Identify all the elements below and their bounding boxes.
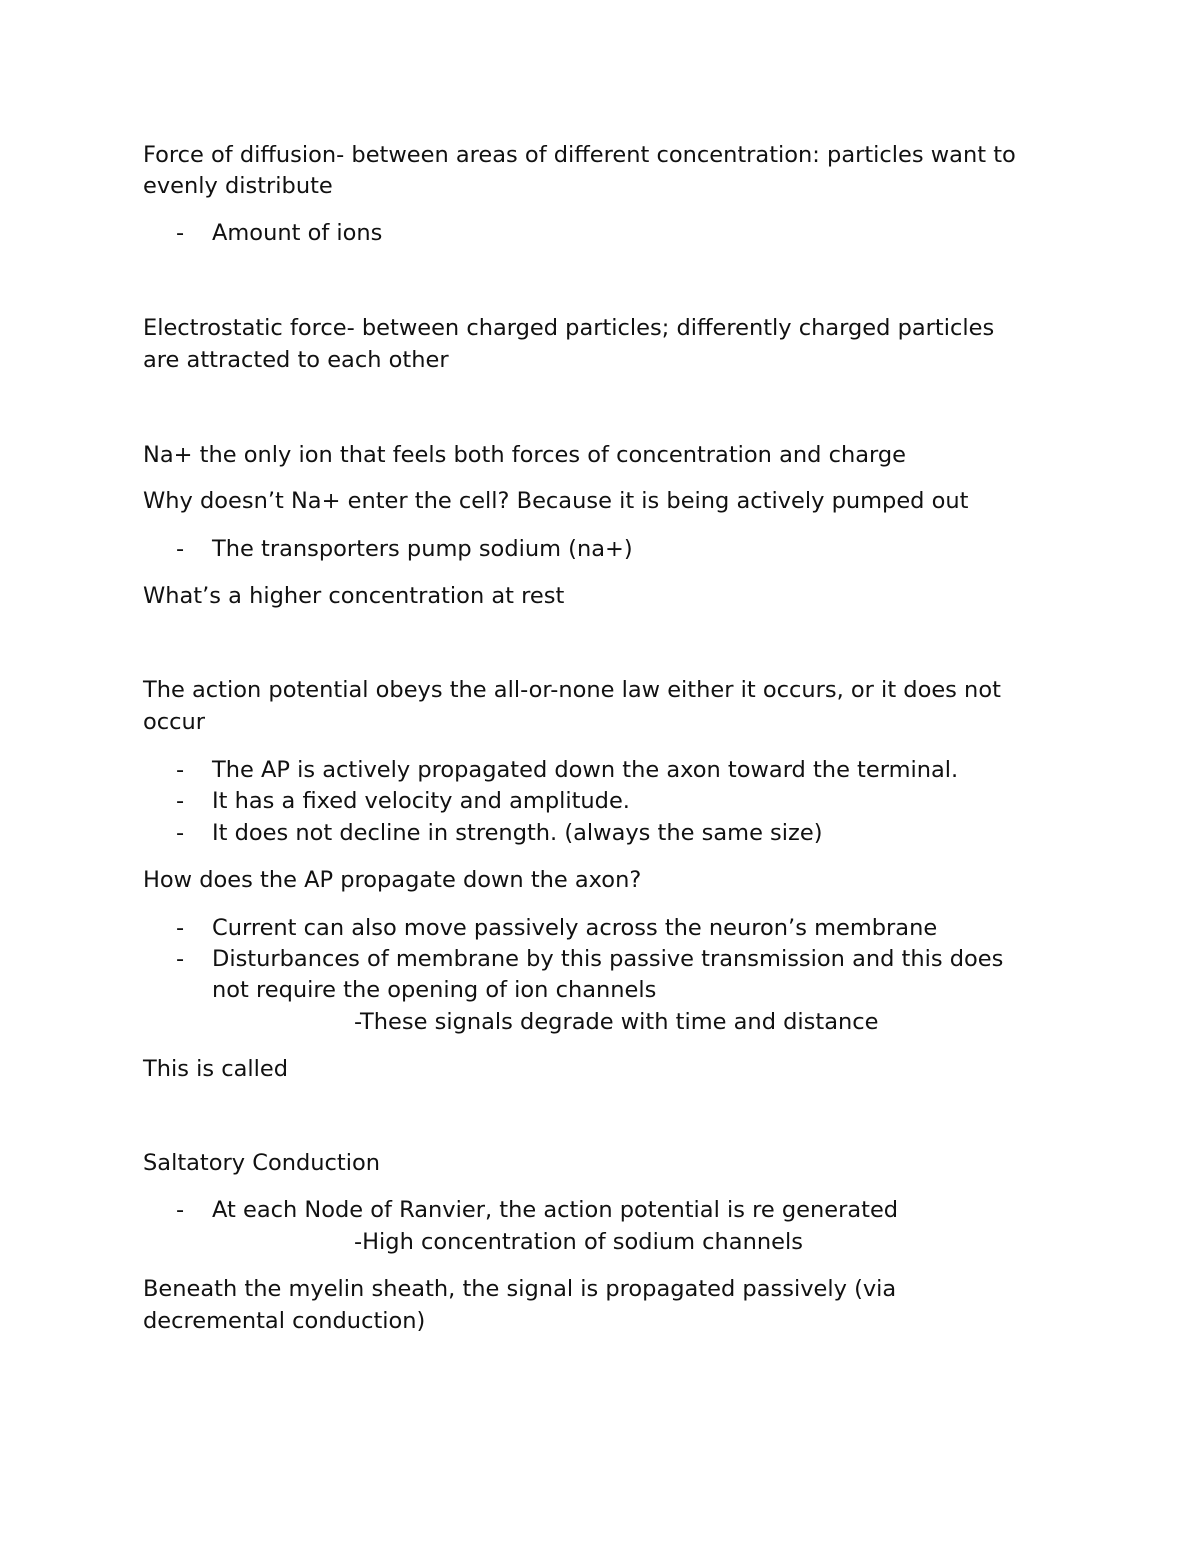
note-sodium-channels: -High concentration of sodium channels [354,1229,803,1255]
bullet-current-passive: Current can also move passively across the neuron’s membrane [212,915,938,941]
bullet-disturbances-line2: not require the opening of ion channels [212,977,657,1003]
bullet-dash: - [176,946,185,972]
note-signals-degrade: -These signals degrade with time and distance [354,1009,879,1035]
bullet-dash: - [176,788,185,814]
paragraph-this-is-called: This is called [143,1056,289,1082]
bullet-ap-propagated: The AP is actively propagated down the axon toward the terminal. [212,757,959,783]
paragraph-how-propagate: How does the AP propagate down the axon? [143,867,642,893]
bullet-not-decline: It does not decline in strength. (always the same size) [212,820,823,846]
paragraph-diffusion-line2: evenly distribute [143,173,333,199]
bullet-dash: - [176,757,185,783]
paragraph-action-potential-line2: occur [143,709,206,735]
paragraph-electrostatic-line2: are attracted to each other [143,347,449,373]
bullet-node-of-ranvier: At each Node of Ranvier, the action potential is re generated [212,1197,899,1223]
bullet-dash: - [176,536,185,562]
paragraph-myelin-line1: Beneath the myelin sheath, the signal is propagated passively (via [143,1276,897,1302]
paragraph-myelin-line2: decremental conduction) [143,1308,426,1334]
bullet-amount-of-ions: Amount of ions [212,220,383,246]
paragraph-why-na: Why doesn’t Na+ enter the cell? Because it is being actively pumped out [143,488,969,514]
bullet-disturbances-line1: Disturbances of membrane by this passive transmission and this does [212,946,1004,972]
bullet-transporters: The transporters pump sodium (na+) [212,536,633,562]
paragraph-na-forces: Na+ the only ion that feels both forces of concentration and charge [143,442,906,468]
bullet-dash: - [176,915,185,941]
paragraph-action-potential-line1: The action potential obeys the all-or-none law either it occurs, or it does not [143,677,1001,703]
bullet-dash: - [176,1197,185,1223]
bullet-dash: - [176,820,185,846]
paragraph-diffusion-line1: Force of diffusion- between areas of different concentration: particles want to [143,142,1016,168]
bullet-fixed-velocity: It has a fixed velocity and amplitude. [212,788,630,814]
paragraph-electrostatic-line1: Electrostatic force- between charged particles; differently charged particles [143,315,995,341]
bullet-dash: - [176,220,185,246]
heading-saltatory-conduction: Saltatory Conduction [143,1150,380,1176]
paragraph-higher-concentration: What’s a higher concentration at rest [143,583,565,609]
